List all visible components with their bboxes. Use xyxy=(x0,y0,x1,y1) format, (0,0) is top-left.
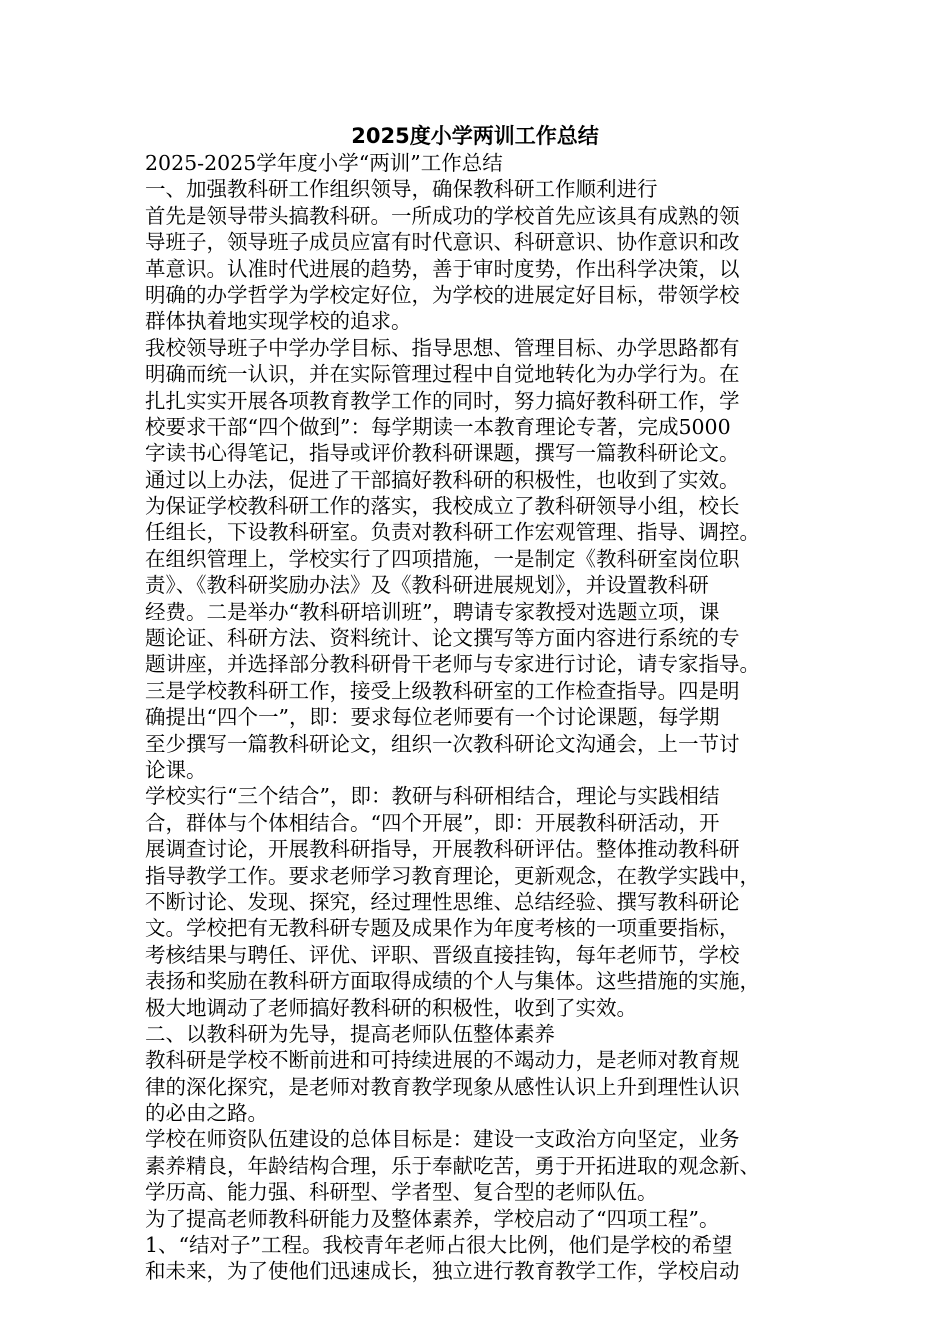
text-line: 学校在师资队伍建设的总体目标是：建设一支政治方向坚定，业务 xyxy=(145,1127,740,1152)
text-line: 题论证、科研方法、资料统计、论文撰写等方面内容进行系统的专 xyxy=(145,626,740,651)
text-line: 明确的办学哲学为学校定好位，为学校的进展定好目标，带领学校 xyxy=(145,282,740,307)
text-line: 表扬和奖励在教科研方面取得成绩的个人与集体。这些措施的实施， xyxy=(145,969,760,994)
text-line: 校要求干部“四个做到”：每学期读一本教育理论专著，完成5000 xyxy=(145,414,731,439)
text-line: 文。学校把有无教科研专题及成果作为年度考核的一项重要指标， xyxy=(145,916,740,941)
text-line: 导班子，领导班子成员应富有时代意识、科研意识、协作意识和改 xyxy=(145,230,740,255)
document-body xyxy=(145,150,825,1285)
text-line: 的必由之路。 xyxy=(145,1101,268,1126)
text-line: 题讲座，并选择部分教科研骨干老师与专家进行讨论，请专家指导。 xyxy=(145,652,760,677)
text-line: 字读书心得笔记，指导或评价教科研课题，撰写一篇教科研论文。 xyxy=(145,441,740,466)
text-line: 极大地调动了老师搞好教科研的积极性，收到了实效。 xyxy=(145,995,637,1020)
text-line: 确提出“四个一”，即：要求每位老师要有一个讨论课题，每学期 xyxy=(145,705,720,730)
text-line: 通过以上办法，促进了干部搞好教科研的积极性，也收到了实效。 xyxy=(145,467,740,492)
text-line: 首先是领导带头搞教科研。一所成功的学校首先应该具有成熟的领 xyxy=(145,203,740,228)
text-line: 经费。二是举办“教科研培训班”，聘请专家教授对选题立项，课 xyxy=(145,599,720,624)
text-line: 为保证学校教科研工作的落实，我校成立了教科研领导小组，校长 xyxy=(145,494,740,519)
text-line: 2025-2025学年度小学“两训”工作总结 xyxy=(145,151,503,175)
document-title: 2025度小学两训工作总结 xyxy=(351,124,599,148)
text-line: 至少撰写一篇教科研论文，组织一次教科研论文沟通会，上一节讨 xyxy=(145,731,740,756)
text-line: 扎扎实实开展各项教育教学工作的同时，努力搞好教科研工作，学 xyxy=(145,388,740,413)
text-line: 在组织管理上，学校实行了四项措施，一是制定《教科研室岗位职 xyxy=(145,546,740,571)
text-line: 律的深化探究，是老师对教育教学现象从感性认识上升到理性认识 xyxy=(145,1074,740,1099)
text-line: 展调查讨论，开展教科研指导，开展教科研评估。整体推动教科研 xyxy=(145,837,740,862)
text-line: 为了提高老师教科研能力及整体素养，学校启动了“四项工程”。 xyxy=(145,1206,720,1231)
text-line: 学校实行“三个结合”，即：教研与科研相结合，理论与实践相结 xyxy=(145,784,720,809)
text-line: 论课。 xyxy=(145,757,207,782)
text-line: 我校领导班子中学办学目标、指导思想、管理目标、办学思路都有 xyxy=(145,335,740,360)
text-line: 不断讨论、发现、探究，经过理性思维、总结经验、撰写教科研论 xyxy=(145,889,740,914)
text-line: 教科研是学校不断前进和可持续进展的不竭动力，是老师对教育规 xyxy=(145,1048,740,1073)
text-line: 指导教学工作。要求老师学习教育理论，更新观念，在教学实践中， xyxy=(145,863,760,888)
text-line: 革意识。认准时代进展的趋势，善于审时度势，作出科学决策，以 xyxy=(145,256,740,281)
text-line: 明确而统一认识，并在实际管理过程中自觉地转化为办学行为。在 xyxy=(145,362,740,387)
text-line: 一、加强教科研工作组织领导，确保教科研工作顺利进行 xyxy=(145,177,658,202)
text-line: 考核结果与聘任、评优、评职、晋级直接挂钩，每年老师节，学校 xyxy=(145,942,740,967)
text-line: 责》、《教科研奖励办法》及《教科研进展规划》，并设置教科研 xyxy=(145,573,709,598)
text-line: 学历高、能力强、科研型、学者型、复合型的老师队伍。 xyxy=(145,1180,658,1205)
text-line: 三是学校教科研工作，接受上级教科研室的工作检查指导。四是明 xyxy=(145,678,740,703)
text-line: 1、“结对子”工程。我校青年老师占很大比例，他们是学校的希望 xyxy=(145,1233,733,1258)
text-line: 合，群体与个体相结合。“四个开展”，即：开展教科研活动，开 xyxy=(145,810,720,835)
text-line: 群体执着地实现学校的追求。 xyxy=(145,309,412,334)
text-line: 和未来，为了使他们迅速成长，独立进行教育教学工作，学校启动 xyxy=(145,1259,740,1284)
text-line: 任组长，下设教科研室。负责对教科研工作宏观管理、指导、调控。 xyxy=(145,520,760,545)
text-line: 二、以教科研为先导，提高老师队伍整体素养 xyxy=(145,1021,555,1046)
text-line: 素养精良，年龄结构合理，乐于奉献吃苦，勇于开拓进取的观念新、 xyxy=(145,1153,760,1178)
